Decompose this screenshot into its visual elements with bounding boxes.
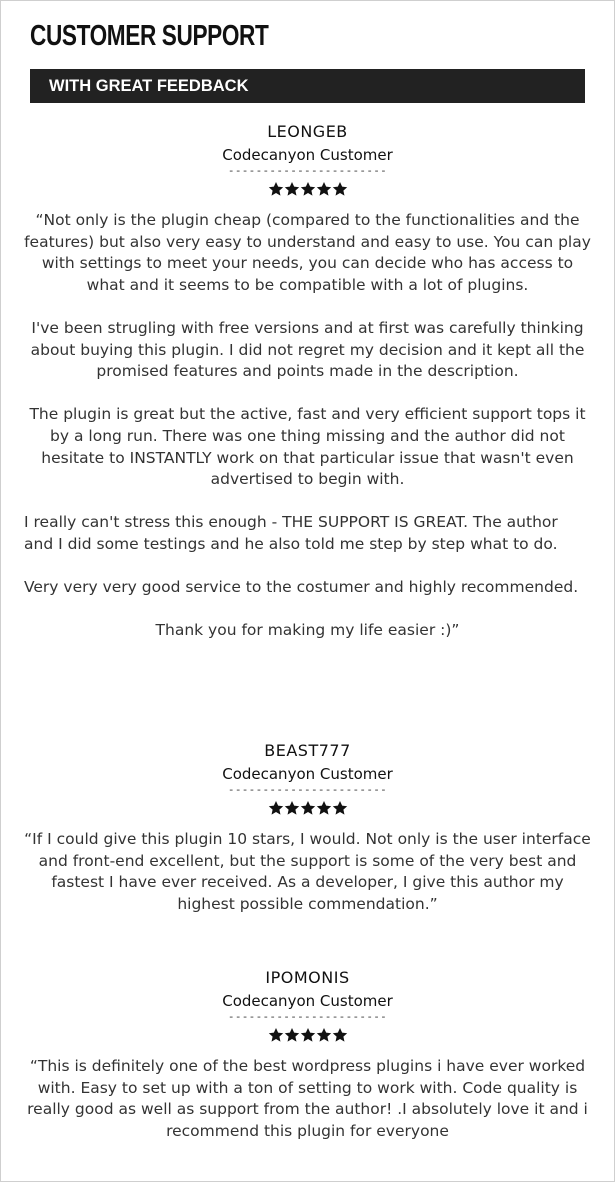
- reviewer-role: Codecanyon Customer: [222, 146, 393, 164]
- star-icon: [284, 1027, 300, 1043]
- star-icon: [300, 181, 316, 197]
- review-card: [24, 122, 591, 642]
- star-rating: [24, 181, 591, 203]
- reviewer-role: Codecanyon Customer: [222, 992, 393, 1010]
- reviewer-name: LEONGEB: [267, 122, 348, 141]
- divider: -----------------------: [227, 164, 388, 177]
- star-icon: [316, 181, 332, 197]
- review-card: [24, 968, 591, 1142]
- star-icon: [284, 800, 300, 816]
- reviewer-role: Codecanyon Customer: [222, 765, 393, 783]
- star-icon: [316, 800, 332, 816]
- star-icon: [268, 181, 284, 197]
- star-icon: [332, 1027, 348, 1043]
- star-icon: [316, 1027, 332, 1043]
- review-paragraph: Thank you for making my life easier :)”: [155, 621, 460, 640]
- reviewer-name: IPOMONIS: [265, 968, 350, 987]
- review-paragraph: I've been strugling with free versions and at first was carefully thinking about buying this plugin. I did not regret my decision and it kept all the promised features and points made in the description.: [30, 318, 585, 381]
- divider: -----------------------: [227, 1010, 388, 1023]
- review-paragraph: “This is definitely one of the best wordpress plugins i have ever worked with. Easy to set up with a ton of setting to work with. Code quality is really good as well as support from the author! .I absolutely love it and i recommend this plugin for everyone: [27, 1057, 588, 1140]
- star-icon: [332, 181, 348, 197]
- star-icon: [268, 800, 284, 816]
- review-paragraph: The plugin is great but the active, fast and very efficient support tops it by a long run. There was one thing missing and the author did not hesitate to INSTANTLY work on that particular issue that wasn't even advertised to begin with.: [29, 405, 586, 489]
- star-icon: [300, 1027, 316, 1043]
- reviewer-name: BEAST777: [264, 741, 351, 760]
- page-title: CUSTOMER SUPPORT: [30, 20, 269, 52]
- star-rating: [24, 800, 591, 822]
- review-text: [24, 829, 591, 915]
- review-paragraph: Very very very good service to the costumer and highly recommended.: [24, 578, 579, 597]
- star-rating: [24, 1027, 591, 1049]
- review-paragraph: “Not only is the plugin cheap (compared to the functionalities and the features) but also very easy to understand and easy to use. You can play with settings to meet your needs, you can decide who has access to what and it seems to be compatible with a lot of plugins.: [24, 211, 591, 294]
- divider: -----------------------: [227, 783, 388, 796]
- review-text: [24, 1056, 591, 1142]
- section-banner: [30, 69, 585, 103]
- review-paragraph: “If I could give this plugin 10 stars, I would. Not only is the user interface and front-end excellent, but the support is some of the very best and fastest I have ever received. As a developer, I give this author my highest possible commendation.”: [24, 830, 591, 913]
- star-icon: [268, 1027, 284, 1043]
- star-icon: [300, 800, 316, 816]
- review-card: [24, 741, 591, 915]
- star-icon: [332, 800, 348, 816]
- review-paragraph: I really can't stress this enough - THE SUPPORT IS GREAT. The author and I did some testings and he also told me step by step what to do.: [24, 513, 558, 553]
- star-icon: [284, 181, 300, 197]
- banner-label: WITH GREAT FEEDBACK: [49, 77, 249, 95]
- review-text: [24, 210, 591, 642]
